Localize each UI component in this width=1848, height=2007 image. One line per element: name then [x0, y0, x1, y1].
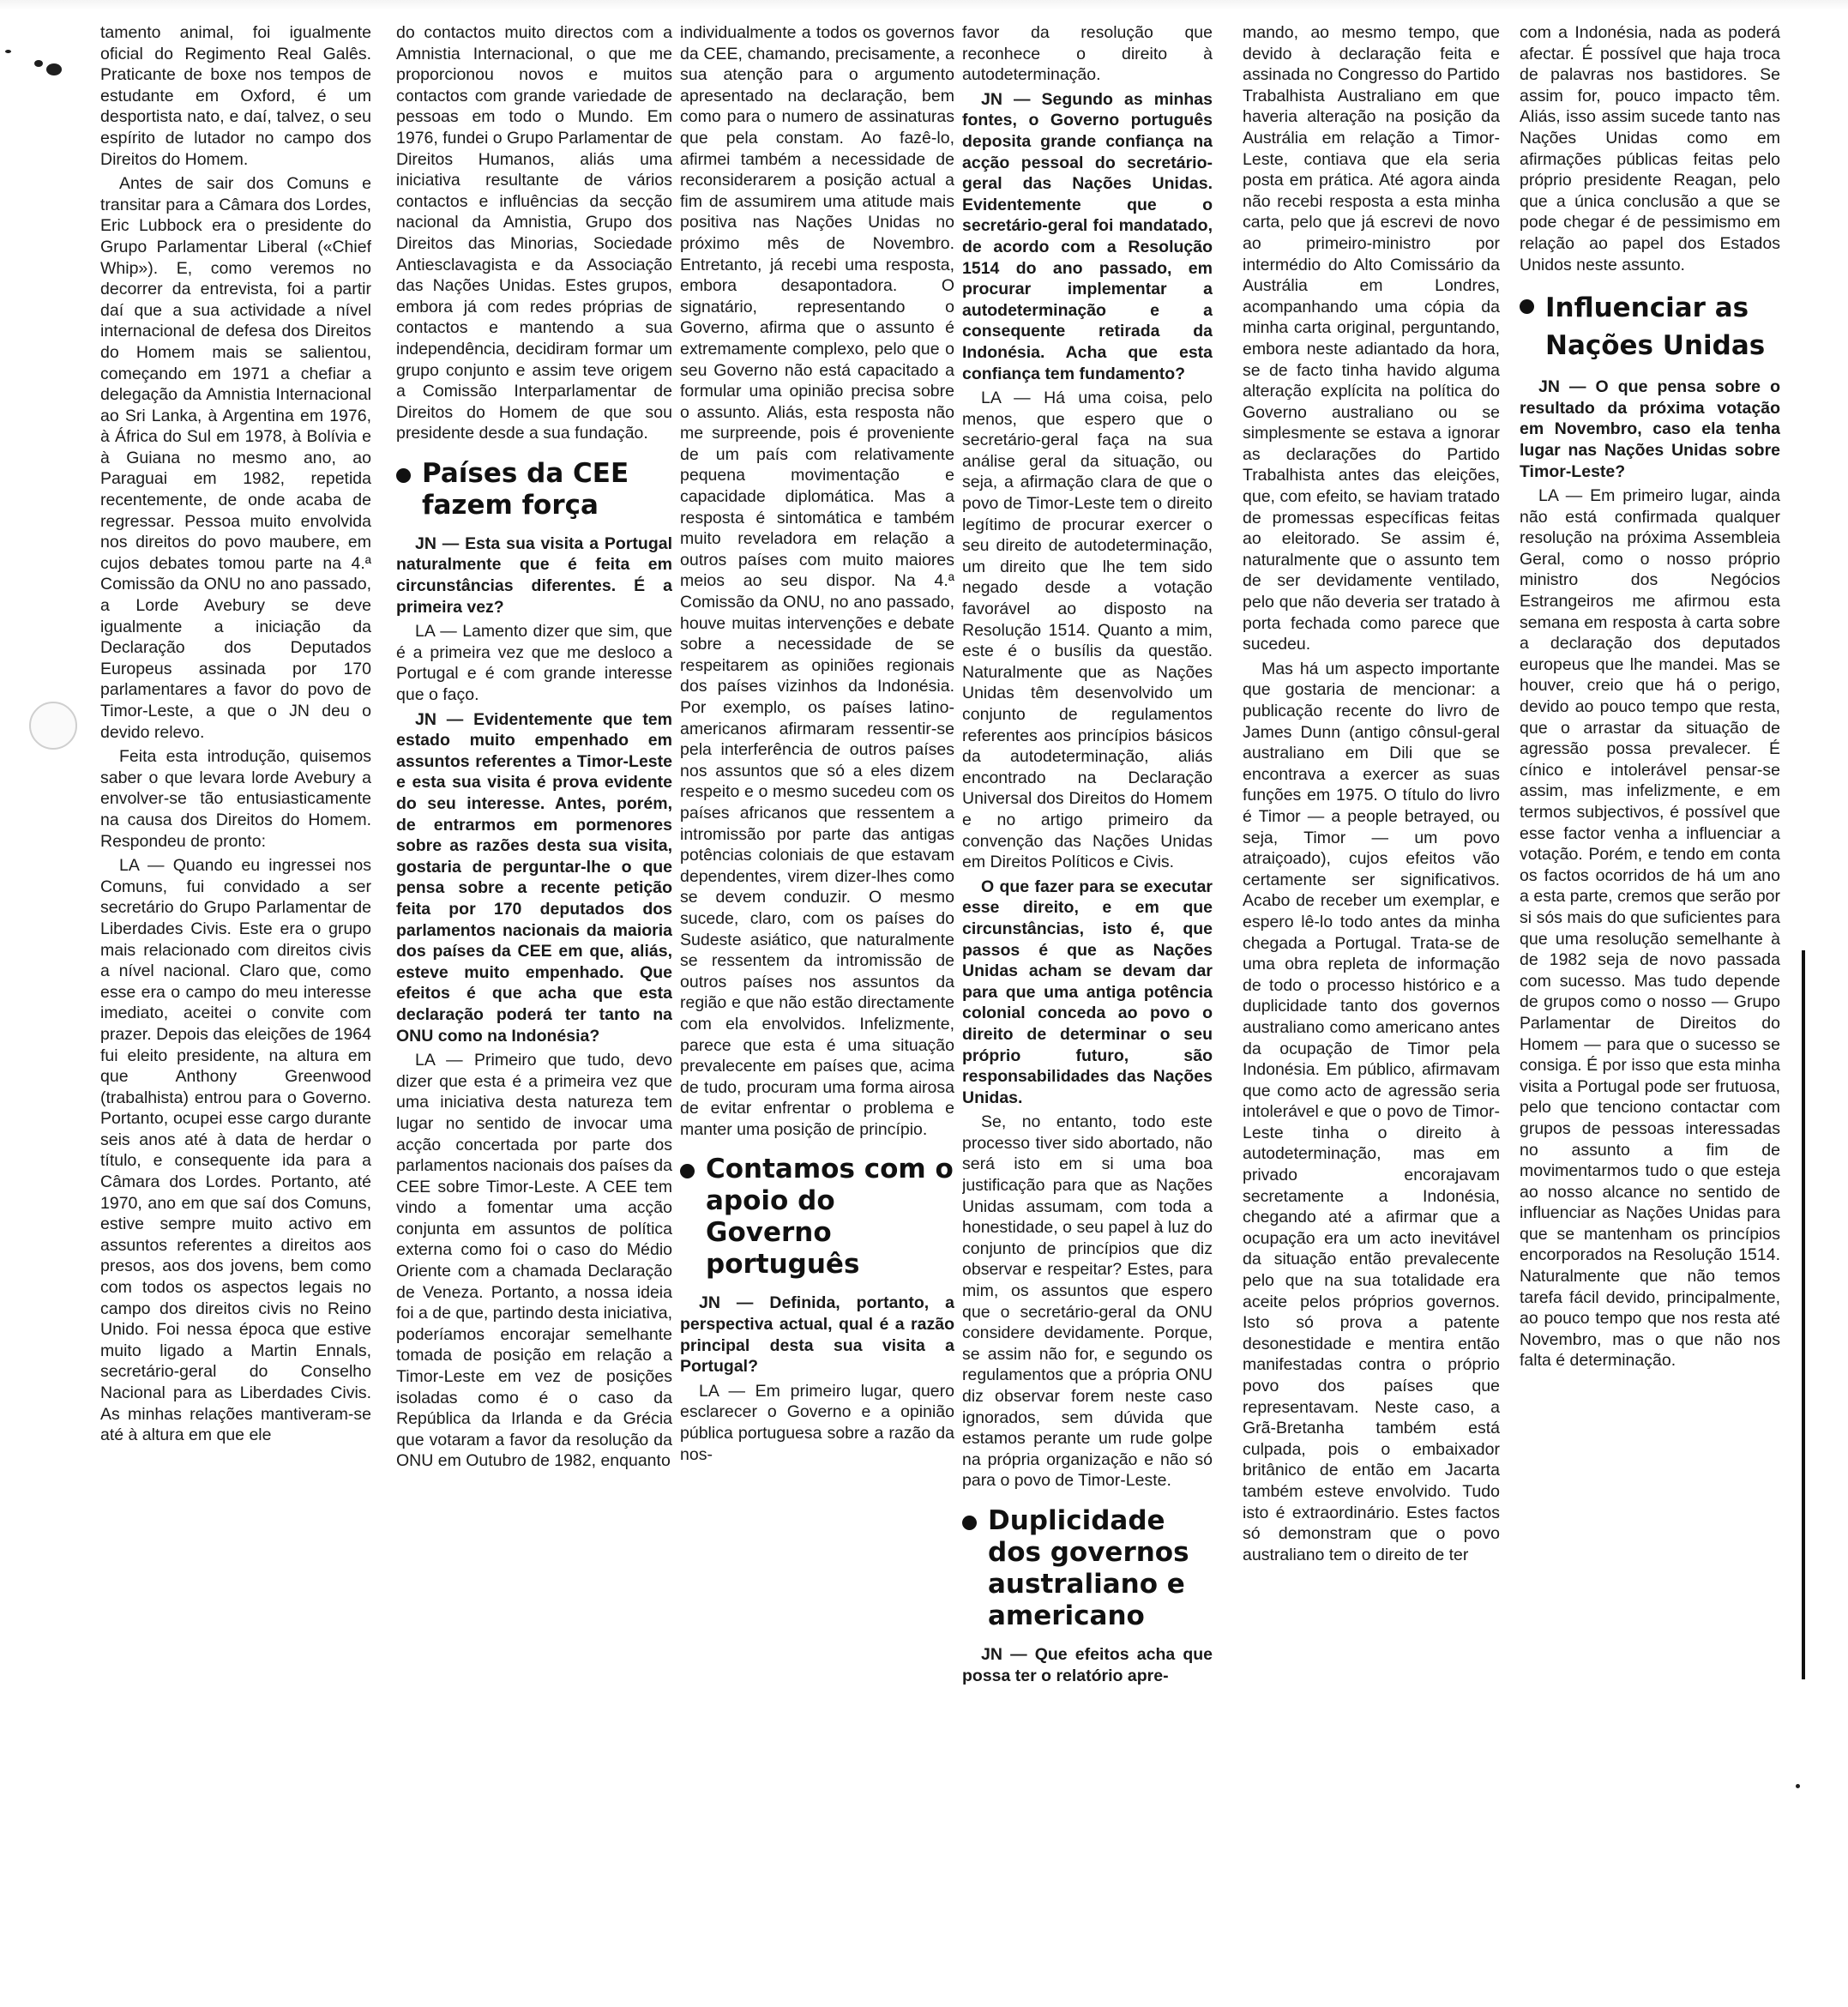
section-heading	[396, 458, 672, 521]
article-column-3	[680, 22, 954, 1468]
body-paragraph: LA — Em primeiro lugar, ainda não está confirmada qualquer resolução na próxima Assembleia Geral, como o nosso próprio ministro dos Negócios Estrangeiros me afirmou esta semana em resposta à carta sobre a declaração dos deputados europeus que lhe mandei. Mas se houver, creio que há o perigo, devido ao pouco tempo que resta, que o arrastar da situação de agressão possa prevalecer. É cínico e intolerável pensar-se assim, mas infelizmente, e em termos subjectivos, é possível que esse factor venha a influenciar a votação. Porém, e tendo em conta os factos ocorridos de há um ano a esta parte, cremos que serão por si sós mais do que suficientes para que uma resolução semelhante à de 1982 seja de novo passada com sucesso. Mas tudo depende de grupos como o nosso — Grupo Parlamentar de Direitos do Homem — para que o sucesso se consiga. É por isso que esta minha visita a Portugal pode ser frutuosa, pelo que tenciono contactar com grupos de pessoas interessadas no assunto a fim de movimentarmos tudo o que esteja ao nosso alcance no sentido de influenciar as Nações Unidas para que se mantenham os princípios encorporados na Resolução 1514. Naturalmente que não temos tarefa fácil devido, principalmente, ao pouco tempo que nos resta até Novembro, mas o que não nos falta é determinação.	[1520, 486, 1780, 1371]
interview-question: JN — Esta sua visita a Portugal naturalmente que é feita em circunstâncias diferentes. É a primeira vez?	[396, 533, 672, 617]
interview-question: O que fazer para se executar esse direito, e em que circunstâncias, isto é, que passos é que as Nações Unidas acham se devam dar para que uma antiga potência colonial conceda ao povo o direito de determinar o seu próprio futuro, são responsabilidades das Nações Unidas.	[962, 877, 1213, 1107]
ink-speck	[46, 63, 62, 75]
article-column-4	[962, 22, 1213, 1690]
body-paragraph: LA — Primeiro que tudo, devo dizer que esta é a primeira vez que uma iniciativa desta natureza tem lugar no sentido de invocar uma acção concertada por parte dos parlamentos nacionais dos países da CEE sobre Timor-Leste. A CEE tem vindo a fomentar uma acção conjunta em assuntos de política externa como foi o caso do Médio Oriente com a chamada Declaração de Veneza. Portanto, a nossa ideia foi a de que, partindo desta iniciativa, poderíamos encorajar semelhante tomada de posição em relação a Timor-Leste em vez de posições isoladas como é o caso da República da Irlanda e da Grécia que votaram a favor da resolução da ONU em Outubro de 1982, enquanto	[396, 1051, 672, 1471]
section-heading	[962, 1505, 1213, 1632]
body-paragraph: LA — Quando eu ingressei nos Comuns, fui convidado a ser secretário do Grupo Parlamentar de Liberdades Civis. Este era o grupo mais relacionado com direitos civis a nível nacional. Claro que, como esse era o campo do meu interesse imediato, aceitei o convite com prazer. Depois das eleições de 1964 fui eleito presidente, na altura em que Anthony Greenwood (trabalhista) entrou para o Governo. Portanto, ocupei esse cargo durante seis anos até à data de herdar o título, e consequente ida para a Câmara dos Lordes. Portanto, até 1970, ano em que saí dos Comuns, estive sempre muito activo em assuntos referentes a direitos aos presos, aos dos jovens, bem como com todos os aspectos legais no campo dos direitos civis no Reino Unido. Foi nessa época que estive muito ligado a Martin Ennals, secretário-geral do Conselho Nacional para as Liberdades Civis. As minhas relações mantiveram-se até à altura em que ele	[100, 856, 371, 1445]
body-paragraph: Se, no entanto, todo este processo tiver sido abortado, não será isto em si uma boa justificação para que as Nações Unidas assumam, com toda a honestidade, o seu papel à luz do conjunto de princípios que diz observar e respeitar? Estes, para mim, os assuntos que espero que o secretário-geral da ONU considere devidamente. Porque, se assim não for, e segundo os regulamentos que a própria ONU diz observar forem neste caso ignorados, sem dúvida que estamos perante um rude golpe na própria organização e não só para o povo de Timor-Leste.	[962, 1112, 1213, 1491]
body-paragraph: mando, ao mesmo tempo, que devido à declaração feita e assinada no Congresso do Partido Trabalhista Australiano em que haveria alteração na posição da Austrália em relação a Timor-Leste, contiava que ela seria posta em prática. Até agora ainda não recebi resposta a esta minha carta, pelo que já escrevi de novo ao primeiro-ministro por intermédio do Alto Comissário da Austrália em Londres, acompanhando uma cópia da minha carta original, perguntando, embora neste adiantado da hora, se de facto tinha havido alguma alteração explícita na política do Governo australiano ou se simplesmente se estava a ignorar as declarações do Partido Trabalhista antes das eleições, que, com efeito, se haviam tratado de promessas específicas feitas ao eleitorado. Se assim é, naturalmente que o assunto tem de ser devidamente ventilado, pelo que não deveria ser tratado à porta fechada como parece que sucedeu.	[1243, 23, 1500, 654]
body-paragraph: com a Indonésia, nada as poderá afectar. É possível que haja troca de palavras nos bastidores. Se assim for, pouco impacto têm. Aliás, isso assim sucede tanto nas Nações Unidas como em afirmações públicas feitas pelo próprio presidente Reagan, pelo que a única conclusão a que se pode chegar é de pessimismo em relação ao papel dos Estados Unidos neste assunto.	[1520, 23, 1780, 274]
body-paragraph: LA — Lamento dizer que sim, que é a primeira vez que me desloco a Portugal e é com grande interesse que o faço.	[396, 622, 672, 705]
article-column-5	[1243, 22, 1500, 1569]
bullet-icon	[962, 1516, 977, 1530]
body-paragraph: Antes de sair dos Comuns e transitar para a Câmara dos Lordes, Eric Lubbock era o presidente do Grupo Parlamentar Liberal («Chief Whip»). E, como veremos no decorrer da entrevista, foi a partir daí que a sua actividade a nível internacional de defesa dos Direitos do Homem mais se salientou, começando em 1971 a chefiar a delegação da Amnistia Internacional ao Sri Lanka, à Argentina em 1976, à África do Sul em 1978, à Bolívia e à Guiana no mesmo ano, ao Paraguai em 1982, repetida recentemente, de onde acaba de regressar. Pessoa muito envolvida nos direitos do povo maubere, em cujos debates tomou parte na 4.ª Comissão da ONU no ano passado, a Lorde Avebury se deve igualmente a iniciação da Declaração dos Deputados Europeus assinada por 170 parlamentares a favor do povo de Timor-Leste, a que o JN deu o devido relevo.	[100, 174, 371, 742]
bullet-icon	[680, 1164, 695, 1178]
bullet-icon	[1520, 299, 1534, 314]
column-rule	[1802, 950, 1805, 1679]
interview-question: JN — Evidentemente que tem estado muito empenhado em assuntos referentes a Timor-Leste e esta sua visita é prova evidente do seu interesse. Antes, porém, de entrarmos em pormenores sobre as razões desta sua visita, gostaria de perguntar-lhe o que pensa sobre a recente petição feita por 170 deputados dos parlamentos nacionais da maioria dos países da CEE em que, aliás, esteve muito empenhado. Que efeitos é que acha que esta declaração poderá ter tanto na ONU como na Indonésia?	[396, 709, 672, 1046]
section-heading-text: Duplicidade dos governos australiano e americano	[988, 1504, 1189, 1631]
section-heading	[680, 1154, 954, 1281]
ink-speck	[1796, 1784, 1800, 1788]
interview-question: JN — Definida, portanto, a perspectiva actual, qual é a razão principal desta sua visita a Portugal?	[680, 1293, 954, 1377]
interview-question: JN — Segundo as minhas fontes, o Governo português deposita grande confiança na acção pessoal do secretário-geral das Nações Unidas. Evidentemente que o secretário-geral foi mandatado, de acordo com a Resolução 1514 do ano passado, em procurar implementar a autodeterminação e a consequente retirada da Indonésia. Acha que esta confiança tem fundamento?	[962, 89, 1213, 383]
article-column-2	[396, 22, 672, 1475]
interview-question: JN — O que pensa sobre o resultado da próxima votação em Novembro, caso ela tenha lugar nas Nações Unidas sobre Timor-Leste?	[1520, 377, 1780, 481]
section-heading-text: Países da CEE fazem força	[422, 457, 629, 521]
body-paragraph: LA — Em primeiro lugar, quero esclarecer o Governo e a opinião pública portuguesa sobre a razão da nos-	[680, 1381, 954, 1464]
bullet-icon	[396, 468, 411, 483]
ink-speck	[34, 60, 43, 67]
article-column-6	[1520, 22, 1780, 1375]
torn-top-edge	[0, 0, 1848, 10]
interview-question: JN — Que efeitos acha que possa ter o relatório apre-	[962, 1644, 1213, 1685]
body-paragraph: do contactos muito directos com a Amnistia Internacional, o que me proporcionou novos e muitos contactos com grande variedade de pessoas em todo o Mundo. Em 1976, fundei o Grupo Parlamentar de Direitos Humanos, aliás uma iniciativa resultante de vários contactos e influências da secção nacional da Amnistia, Grupo dos Direitos das Minorias, Sociedade Antiesclavagista e da Associação das Nações Unidas. Estes grupos, embora já com redes próprias de contactos e mantendo a sua independência, decidiram formar um grupo conjunto e assim teve origem a Comissão Interparlamentar de Direitos do Homem de que sou presidente desde a sua fundação.	[396, 23, 672, 443]
article-column-1	[100, 22, 371, 1450]
body-paragraph: LA — Há uma coisa, pelo menos, que espero que o secretário-geral faça na sua análise geral da situação, ou seja, a afirmação clara de que o povo de Timor-Leste tem o direito legítimo de procurar exercer o seu direito de autodeterminação, um direito que lhe tem sido negado desde a votação favorável ao disposto na Resolução 1514. Quanto a mim, este é o busílis da questão. Naturalmente que as Nações Unidas têm desenvolvido um conjunto de regulamentos referentes aos princípios básicos da autodeterminação, aliás encontrado na Declaração Universal dos Direitos do Homem e no artigo primeiro da convenção das Nações Unidas em Direitos Políticos e Civis.	[962, 389, 1213, 872]
body-paragraph: tamento animal, foi igualmente oficial do Regimento Real Galês. Praticante de boxe nos tempos de estudante em Oxford, é um desportista nato, e daí, talvez, o seu espírito de lutador no campo dos Direitos do Homem.	[100, 23, 371, 169]
section-heading-text: Contamos com o apoio do Governo português	[706, 1154, 954, 1281]
body-paragraph: Feita esta introdução, quisemos saber o que levara lorde Avebury a envolver-se tão entusiasticamente na causa dos Direitos do Homem. Respondeu de pronto:	[100, 747, 371, 851]
body-paragraph: favor da resolução que reconhece o direito à autodeterminação.	[962, 23, 1213, 85]
ink-speck	[5, 50, 11, 53]
section-heading	[1520, 289, 1780, 365]
body-paragraph: individualmente a todos os governos da CEE, chamando, precisamente, a sua atenção para o argumento apresentado na declaração, bem como para o numero de assinaturas que pela constam. Ao fazê-lo, afirmei também a necessidade de reconsiderarem a posição actual a fim de assumirem uma atitude mais positiva nas Nações Unidas no próximo mês de Novembro. Entretanto, já recebi uma resposta, embora desapontadora. O signatário, representando o Governo, afirma que o assunto é extremamente complexo, pelo que o seu Governo não está capacitado a formular uma opinião precisa sobre o assunto. Aliás, esta resposta não me surpreende, pois é proveniente de um país com relativamente pequena movimentação e capacidade diplomática. Mas a resposta é sintomática e também muito reveladora em relação a outros países com muito maiores meios ao seu dispor. Na 4.ª Comissão da ONU, no ano passado, houve muitas intervenções e debate sobre a necessidade de se respeitarem as opiniões regionais dos países vizinhos da Indonésia. Por exemplo, os países latino-americanos afirmaram ressentir-se pela interferência de outros países nos assuntos que só a eles dizem respeito e o mesmo sucedeu com os países africanos que ressentem a intromissão por parte das antigas potências coloniais de que estavam dependentes, virem dizer-lhes como se devem conduzir. O mesmo sucede, claro, com os países do Sudeste asiático, que naturalmente se ressentem da intromissão de outros países nos assuntos da região e que não estão directamente com ela envolvidos. Infelizmente, parece que esta é uma situação prevalecente em países que, acima de tudo, procuram uma forma airosa de evitar enfrentar o problema e manter uma posição de princípio.	[680, 23, 954, 1139]
section-heading-text: Influenciar as Nações Unidas	[1545, 292, 1766, 362]
body-paragraph: Mas há um aspecto importante que gostaria de mencionar: a publicação recente do livro de James Dunn (antigo cônsul-geral australiano em Dili que se encontrava a exercer as suas funções em 1975. O título do livro é Timor — a people betrayed, ou seja, Timor — um povo atraiçoado), cujos efeitos vão certamente ser significativos. Acabo de receber um exemplar, e espero lê-lo todo antes da minha chegada a Portugal. Trata-se de uma obra repleta de informação de todo o processo histórico e a duplicidade tanto dos governos australiano como americano antes da ocupação de Timor pela Indonésia. Em público, afirmavam que como acto de agressão seria intolerável e que o povo de Timor-Leste tinha o direito à autodeterminação, mas em privado encorajavam secretamente a Indonésia, chegando até a afirmar que a ocupação era um acto inevitável da situação então prevalecente pelo que na sua totalidade era aceite pelos próprios governos. Isto só prova a patente desonestidade e mentira então manifestadas contra o próprio povo dos países que representavam. Neste caso, a Grã-Bretanha também está culpada, pois o embaixador britânico de então em Jacarta também esteve envolvido. Tudo isto é extraordinário. Estes factos só demonstram que o povo australiano tem o direito de ter	[1243, 659, 1500, 1564]
punch-hole	[29, 702, 77, 750]
